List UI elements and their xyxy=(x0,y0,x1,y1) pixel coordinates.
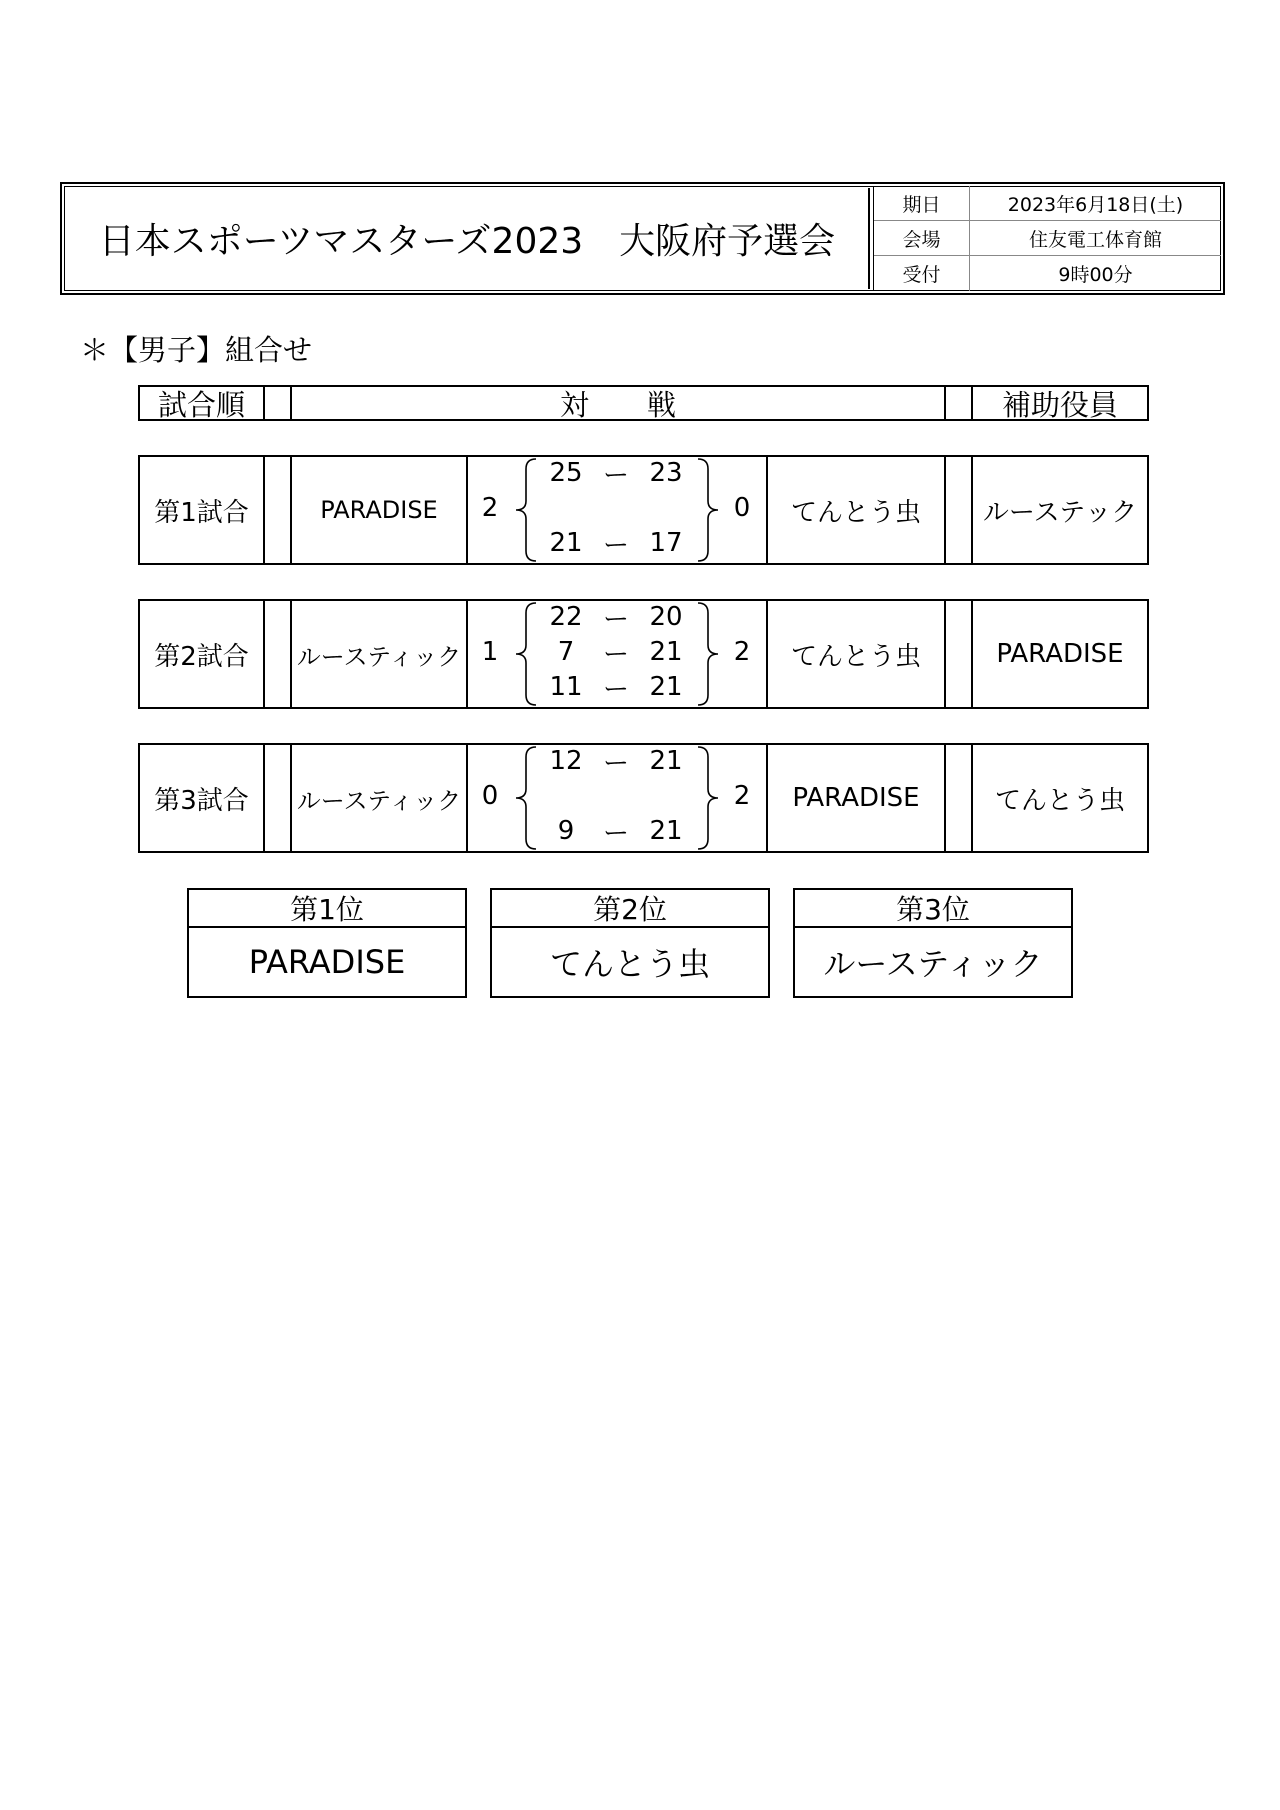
match-spacer xyxy=(944,455,973,565)
score-braces xyxy=(466,455,768,565)
column-header-match: 対 戦 xyxy=(290,385,946,421)
set-score-team2: 21 xyxy=(649,672,683,702)
set-score-team1: 9 xyxy=(557,816,575,846)
assist-name: PARADISE xyxy=(971,599,1149,709)
left-brace xyxy=(516,747,536,849)
right-brace xyxy=(698,459,718,561)
set-score-team2: 21 xyxy=(649,816,683,846)
team1-name: ルースティック xyxy=(290,599,468,709)
sets-won-team1: 2 xyxy=(481,493,499,523)
score-braces xyxy=(466,743,768,853)
match-label: 第1試合 xyxy=(138,455,265,565)
rank-place: 第1位 xyxy=(189,890,465,928)
team2-name: てんとう虫 xyxy=(766,599,946,709)
match-label: 第2試合 xyxy=(138,599,265,709)
info-row-reception xyxy=(874,256,1221,291)
match-label: 第3試合 xyxy=(138,743,265,853)
left-brace xyxy=(516,459,536,561)
set-score-team1: 21 xyxy=(549,528,583,558)
rank-team: PARADISE xyxy=(248,943,406,981)
info-row-venue xyxy=(874,221,1221,256)
set-score-team1: 7 xyxy=(557,637,575,667)
set-score-team2: 23 xyxy=(649,458,683,488)
score-braces xyxy=(466,599,768,709)
team2-name: てんとう虫 xyxy=(766,455,946,565)
team1-name: ルースティック xyxy=(290,743,468,853)
set-score-team1: 25 xyxy=(549,458,583,488)
match-spacer xyxy=(263,743,292,853)
sets-won-team1: 0 xyxy=(481,781,499,811)
set-score-dash: ー xyxy=(602,460,629,491)
sets-won-team2: 0 xyxy=(733,493,751,523)
rank-team: てんとう虫 xyxy=(549,945,710,983)
info-value: 2023年6月18日(土) xyxy=(1007,193,1184,216)
team1-name: PARADISE xyxy=(290,455,468,565)
right-brace xyxy=(698,747,718,849)
info-key: 受付 xyxy=(874,256,970,291)
match-spacer xyxy=(944,743,973,853)
rank-place: 第3位 xyxy=(795,890,1071,928)
info-key: 期日 xyxy=(874,186,970,220)
set-score-dash: ー xyxy=(602,639,629,670)
column-header-spacer xyxy=(263,385,292,421)
set-score-team2: 17 xyxy=(649,528,683,558)
set-score-team1: 12 xyxy=(549,746,583,776)
set-score-dash: ー xyxy=(602,818,629,849)
rank-box-3 xyxy=(793,888,1073,998)
assist-name: てんとう虫 xyxy=(971,743,1149,853)
rank-team: ルースティック xyxy=(823,945,1043,983)
rank-box-1 xyxy=(187,888,467,998)
set-score-dash: ー xyxy=(602,748,629,779)
column-header-assist: 補助役員 xyxy=(971,385,1149,421)
sets-won-team2: 2 xyxy=(733,781,751,811)
column-header-spacer xyxy=(944,385,973,421)
match-spacer xyxy=(263,599,292,709)
match-spacer xyxy=(263,455,292,565)
right-brace xyxy=(698,603,718,705)
set-score-team1: 22 xyxy=(549,602,583,632)
page-title: 日本スポーツマスターズ2023 大阪府予選会 xyxy=(66,188,870,289)
set-score-dash: ー xyxy=(602,674,629,705)
rank-place: 第2位 xyxy=(492,890,768,928)
set-score-team2: 21 xyxy=(649,746,683,776)
left-brace xyxy=(516,603,536,705)
set-score-team2: 21 xyxy=(649,637,683,667)
set-score-dash: ー xyxy=(602,604,629,635)
section-label: ＊【男子】組合せ xyxy=(80,333,313,367)
match-spacer xyxy=(944,599,973,709)
team2-name: PARADISE xyxy=(766,743,946,853)
info-value: 住友電工体育館 xyxy=(1028,228,1162,251)
set-score-team1: 11 xyxy=(549,672,583,702)
info-row-date xyxy=(874,186,1221,221)
info-value: 9時00分 xyxy=(1058,264,1133,286)
rank-box-2 xyxy=(490,888,770,998)
set-score-dash: ー xyxy=(602,530,629,561)
sets-won-team2: 2 xyxy=(733,637,751,667)
column-header-order: 試合順 xyxy=(138,385,265,421)
set-score-team2: 20 xyxy=(649,602,683,632)
info-key: 会場 xyxy=(874,221,970,255)
sets-won-team1: 1 xyxy=(481,637,499,667)
assist-name: ルーステック xyxy=(971,455,1149,565)
